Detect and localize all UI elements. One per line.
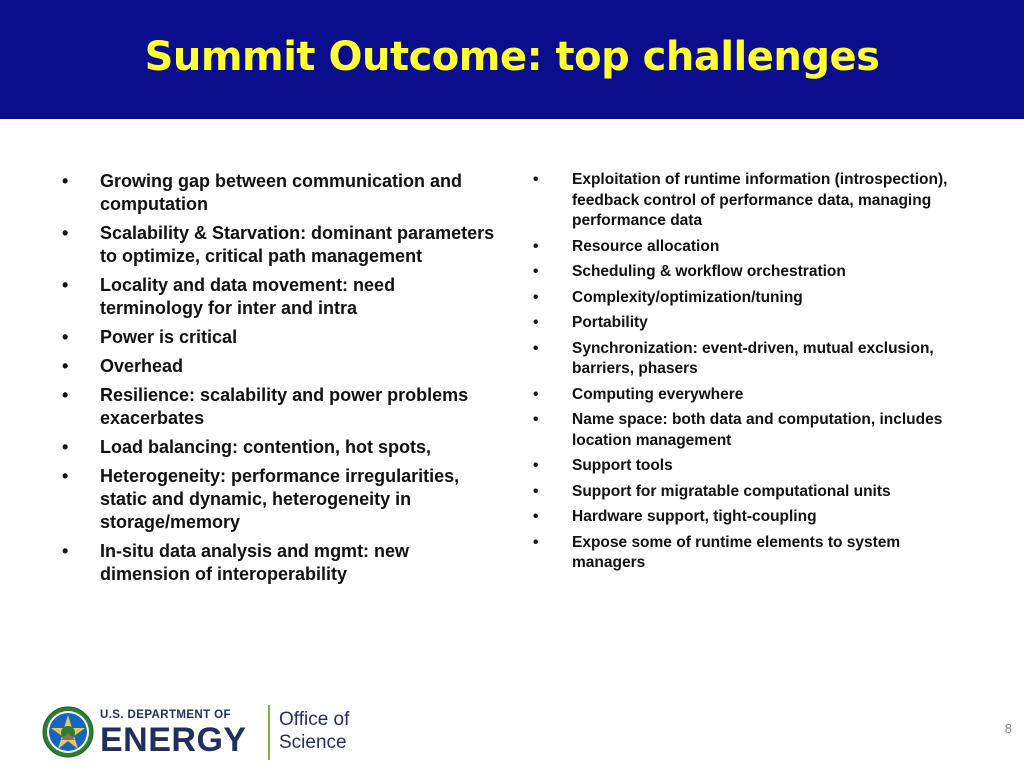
list-item: [62, 326, 502, 349]
page-number: 8: [1004, 721, 1012, 736]
bullet-icon: •: [533, 457, 539, 474]
list-item: [533, 385, 973, 406]
bullet-icon: •: [533, 482, 539, 500]
bullet-icon: •: [62, 385, 69, 405]
logo-divider: [268, 705, 270, 760]
list-item: [62, 355, 502, 378]
bullet-icon: •: [533, 314, 539, 331]
list-item: [533, 288, 973, 309]
list-item-text: Name space: both data and computation, includes location management: [572, 411, 943, 449]
title-bar: [0, 0, 1024, 119]
list-item-text: Complexity/optimization/tuning: [572, 288, 803, 306]
bullet-icon: •: [533, 171, 539, 188]
doe-office-of-science-logo: [42, 702, 372, 766]
list-item-text: Exploitation of runtime information (introspection), feedback control of performance data, managing performance data: [572, 171, 948, 229]
bullet-icon: •: [62, 466, 69, 486]
slide-title: Summit Outcome: top challenges: [144, 34, 880, 80]
list-item-text: Computing everywhere: [572, 385, 744, 403]
list-item-text: Scalability & Starvation: dominant parameters to optimize, critical path management: [100, 223, 495, 266]
bullet-icon: •: [62, 327, 69, 347]
bullet-icon: •: [533, 339, 539, 357]
bullet-icon: •: [62, 171, 69, 191]
bullet-icon: •: [533, 288, 539, 306]
list-item-text: Support tools: [572, 457, 673, 474]
bullet-icon: •: [62, 223, 69, 243]
list-item-text: Scheduling & workflow orchestration: [572, 263, 846, 280]
list-item: [533, 533, 973, 574]
list-item-text: Load balancing: contention, hot spots,: [100, 437, 431, 457]
energy-label: ENERGY: [100, 721, 247, 759]
list-item-text: Heterogeneity: performance irregularities, static and dynamic, heterogeneity in storage/memory: [100, 466, 460, 532]
office-of-science-label: [279, 708, 349, 754]
list-item-text: Support for migratable computational units: [572, 482, 891, 500]
list-item: [533, 507, 973, 528]
office-line-2: Science: [279, 732, 347, 753]
list-item: [533, 456, 973, 477]
list-item: [62, 170, 502, 216]
list-item: [62, 540, 502, 586]
list-item-text: Power is critical: [100, 327, 238, 347]
bullet-icon: •: [62, 356, 69, 376]
bullet-icon: •: [62, 275, 69, 295]
doe-seal-icon: [42, 706, 94, 758]
list-item-text: Resource allocation: [572, 237, 720, 255]
list-item-text: Portability: [572, 314, 648, 331]
bullet-icon: •: [62, 437, 69, 457]
list-item: [62, 384, 502, 430]
list-item-text: Hardware support, tight-coupling: [572, 508, 817, 525]
list-item: [533, 410, 973, 451]
left-bullet-list: [62, 170, 502, 592]
dept-label: U.S. DEPARTMENT OF: [100, 709, 231, 721]
list-item-text: Synchronization: event-driven, mutual exclusion, barriers, phasers: [572, 339, 934, 377]
list-item-text: Resilience: scalability and power problems exacerbates: [100, 385, 469, 428]
bullet-icon: •: [62, 541, 69, 561]
list-item: [533, 237, 973, 258]
list-item-text: In-situ data analysis and mgmt: new dimension of interoperability: [100, 541, 410, 584]
list-item: [533, 482, 973, 503]
bullet-icon: •: [533, 533, 539, 551]
list-item-text: Overhead: [100, 356, 184, 376]
bullet-icon: •: [533, 411, 539, 428]
right-bullet-list: [533, 170, 973, 579]
list-item: [533, 170, 973, 232]
list-item: [62, 436, 502, 459]
bullet-icon: •: [533, 263, 539, 280]
bullet-icon: •: [533, 385, 539, 403]
list-item-text: Growing gap between communication and computation: [100, 171, 463, 214]
list-item: [533, 313, 973, 334]
list-item: [62, 222, 502, 268]
list-item-text: Expose some of runtime elements to system managers: [572, 533, 901, 571]
list-item: [62, 465, 502, 534]
list-item: [533, 339, 973, 380]
bullet-icon: •: [533, 508, 539, 525]
bullet-icon: •: [533, 237, 539, 255]
list-item: [62, 274, 502, 320]
office-line-1: Office of: [279, 709, 350, 730]
list-item-text: Locality and data movement: need terminology for inter and intra: [100, 275, 396, 318]
list-item: [533, 262, 973, 283]
